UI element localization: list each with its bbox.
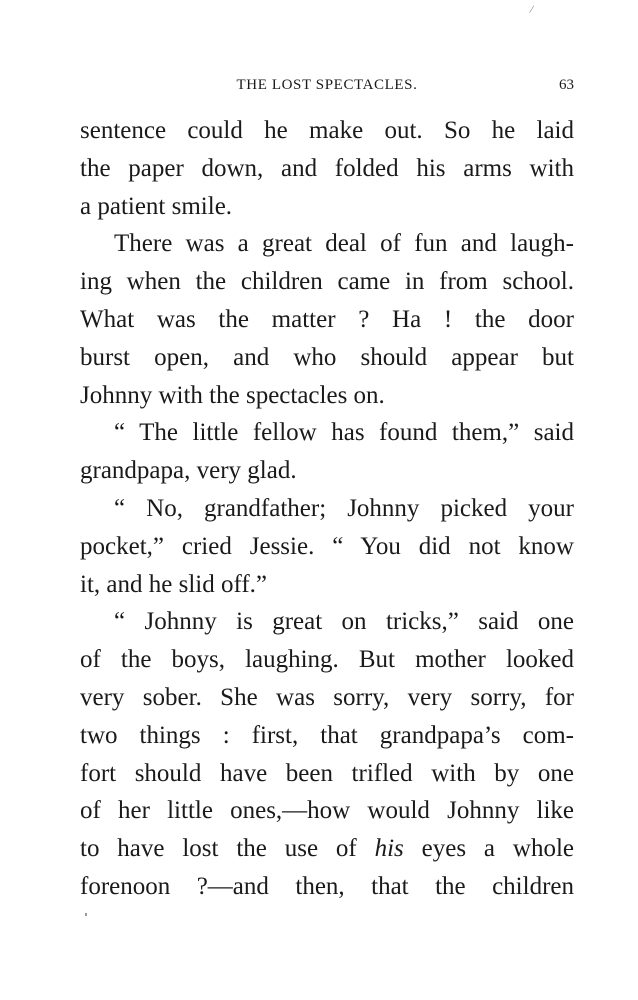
- text-line: fort should have been trifled with by one: [80, 759, 574, 787]
- text-line: burst open, and who should appear but: [80, 343, 574, 371]
- text-line: There was a great deal of fun and laugh-: [114, 230, 574, 258]
- text-line: the paper down, and folded his arms with: [80, 154, 574, 182]
- text-line: “ Johnny is great on tricks,” said one: [114, 608, 574, 636]
- paragraph: [80, 490, 574, 603]
- paragraph: [80, 225, 574, 414]
- text-line: What was the matter ? Ha ! the door: [80, 305, 574, 333]
- text-line: of her little ones,—how would Johnny like: [80, 797, 574, 825]
- text-line: two things : first, that grandpapa’s com-: [80, 721, 574, 749]
- running-header: [80, 77, 574, 99]
- text-line: sentence could he make out. So he laid: [80, 117, 574, 144]
- body-text: [80, 112, 574, 906]
- corner-mark: /: [528, 1, 535, 17]
- text-line: [80, 830, 574, 868]
- ink-speck: [85, 913, 87, 916]
- paragraph: [80, 414, 574, 490]
- text-segment: eyes a whole: [403, 835, 574, 863]
- running-title: THE LOST SPECTACLES.: [236, 77, 418, 93]
- text-line: it, and he slid off.”: [80, 570, 267, 598]
- text-segment: to have lost the use of: [80, 835, 375, 863]
- text-line: pocket,” cried Jessie. “ You did not know: [80, 532, 574, 560]
- text-line: Johnny with the spectacles on.: [80, 381, 385, 409]
- italic-word: his: [374, 835, 404, 863]
- text-line: “ No, grandfather; Johnny picked your: [114, 494, 574, 522]
- text-line: of the boys, laughing. But mother looked: [80, 646, 574, 674]
- page-number: 63: [559, 77, 574, 93]
- text-line: “ The little fellow has found them,” said: [114, 419, 574, 447]
- text-line: grandpapa, very glad.: [80, 457, 297, 485]
- text-line: a patient smile.: [80, 192, 233, 220]
- text-line: very sober. She was sorry, very sorry, for: [80, 683, 574, 711]
- text-line: forenoon ?—and then, that the children: [80, 872, 574, 900]
- paragraph: [80, 603, 574, 905]
- text-line: ing when the children came in from school.: [80, 268, 574, 296]
- paragraph: [80, 112, 574, 225]
